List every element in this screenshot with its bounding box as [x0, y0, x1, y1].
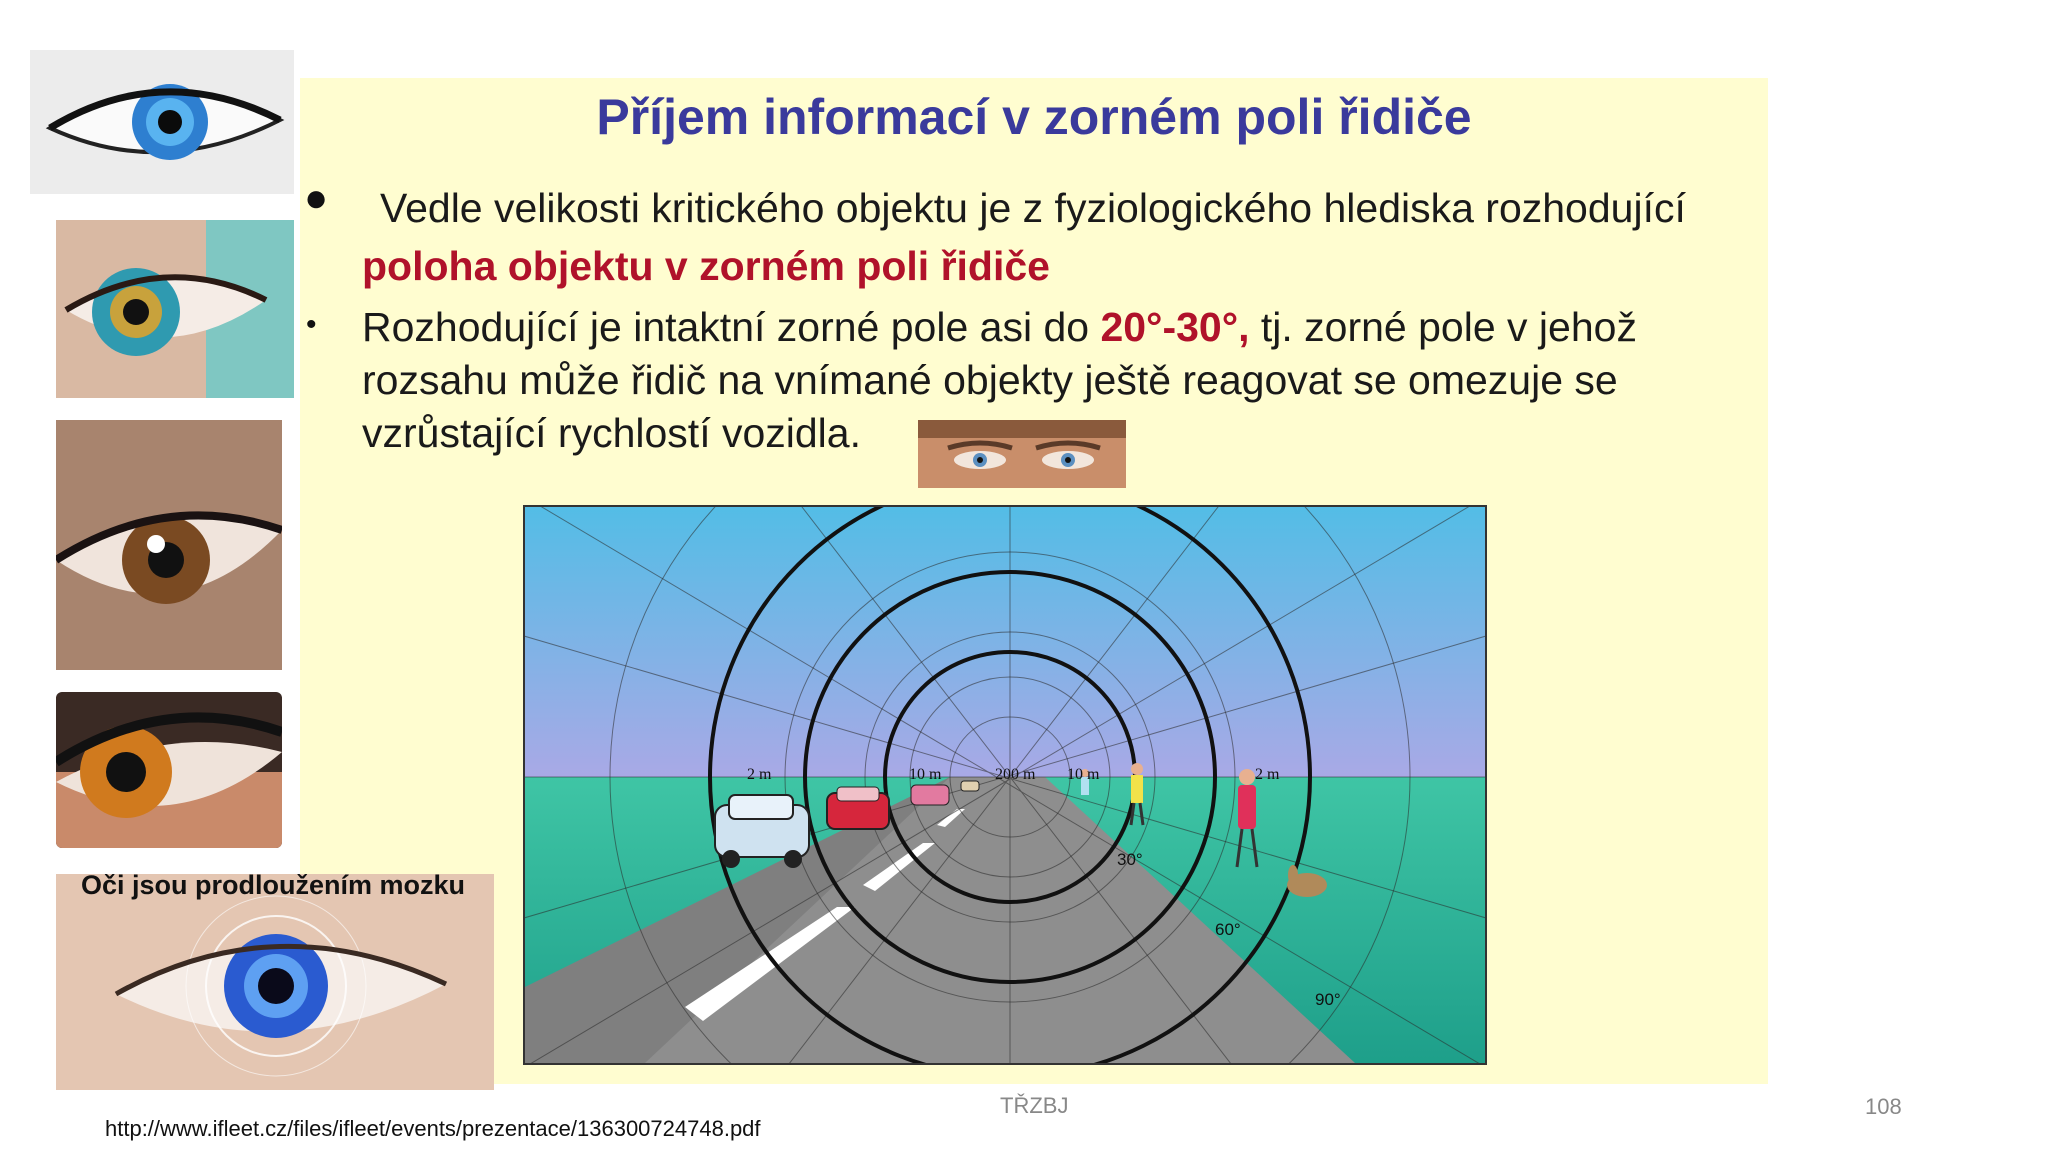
car-pink	[911, 785, 949, 805]
blue-eye-photo-1	[30, 50, 294, 194]
brown-eye-photo-1	[56, 420, 282, 670]
slide-title: Příjem informací v zorném poli řidiče	[596, 89, 1472, 145]
angle-highlight: 20°-30°,	[1100, 304, 1250, 350]
bullet2-line1	[362, 304, 1637, 351]
bullet2-line2: rozsahu může řidič na vnímané objekty ještě reagovat se omezuje se	[362, 357, 1618, 403]
car-far	[961, 781, 979, 791]
bullet1-text: Vedle velikosti kritického objektu je z fyziologického hlediska rozhodující	[380, 185, 1686, 231]
bullet1-emphasis: poloha objektu v zorném poli řidiče	[362, 243, 1050, 289]
distance-label-2: 10 m	[909, 766, 942, 783]
eye-caption: Oči jsou prodloužením mozku	[80, 870, 466, 900]
source-link[interactable]: http://www.ifleet.cz/files/ifleet/events/prezentace/136300724748.pdf	[105, 1116, 761, 1141]
distance-label-5: 2 m	[1255, 766, 1280, 783]
tech-eye-photo	[56, 874, 494, 1090]
bullet2-line3: vzrůstající rychlostí vozidla.	[362, 410, 861, 456]
bullet2-suffix: tj. zorné pole v jehož	[1249, 304, 1637, 350]
visual-field-diagram	[523, 505, 1487, 1065]
man-eyes-photo	[918, 420, 1126, 488]
distance-label-3: 200 m	[995, 766, 1036, 783]
bullet2-prefix: Rozhodující je intaktní zorné pole asi do	[362, 304, 1101, 350]
angle-label-30: 30°	[1117, 850, 1143, 869]
angle-label-90: 90°	[1315, 990, 1341, 1009]
distance-label-1: 2 m	[747, 766, 772, 783]
footer-center-text: TŘZBJ	[1000, 1093, 1069, 1118]
angle-label-60: 60°	[1215, 920, 1241, 939]
green-eye-photo	[56, 220, 294, 398]
bullet-dot-1: ●	[304, 176, 329, 220]
distance-label-4: 10 m	[1067, 766, 1100, 783]
car-red	[827, 787, 889, 829]
car-white	[715, 795, 809, 868]
sky	[525, 507, 1485, 777]
orange-eye-photo	[56, 692, 282, 848]
page-number: 108	[1865, 1094, 1902, 1119]
bullet-dot-2: •	[306, 308, 317, 341]
